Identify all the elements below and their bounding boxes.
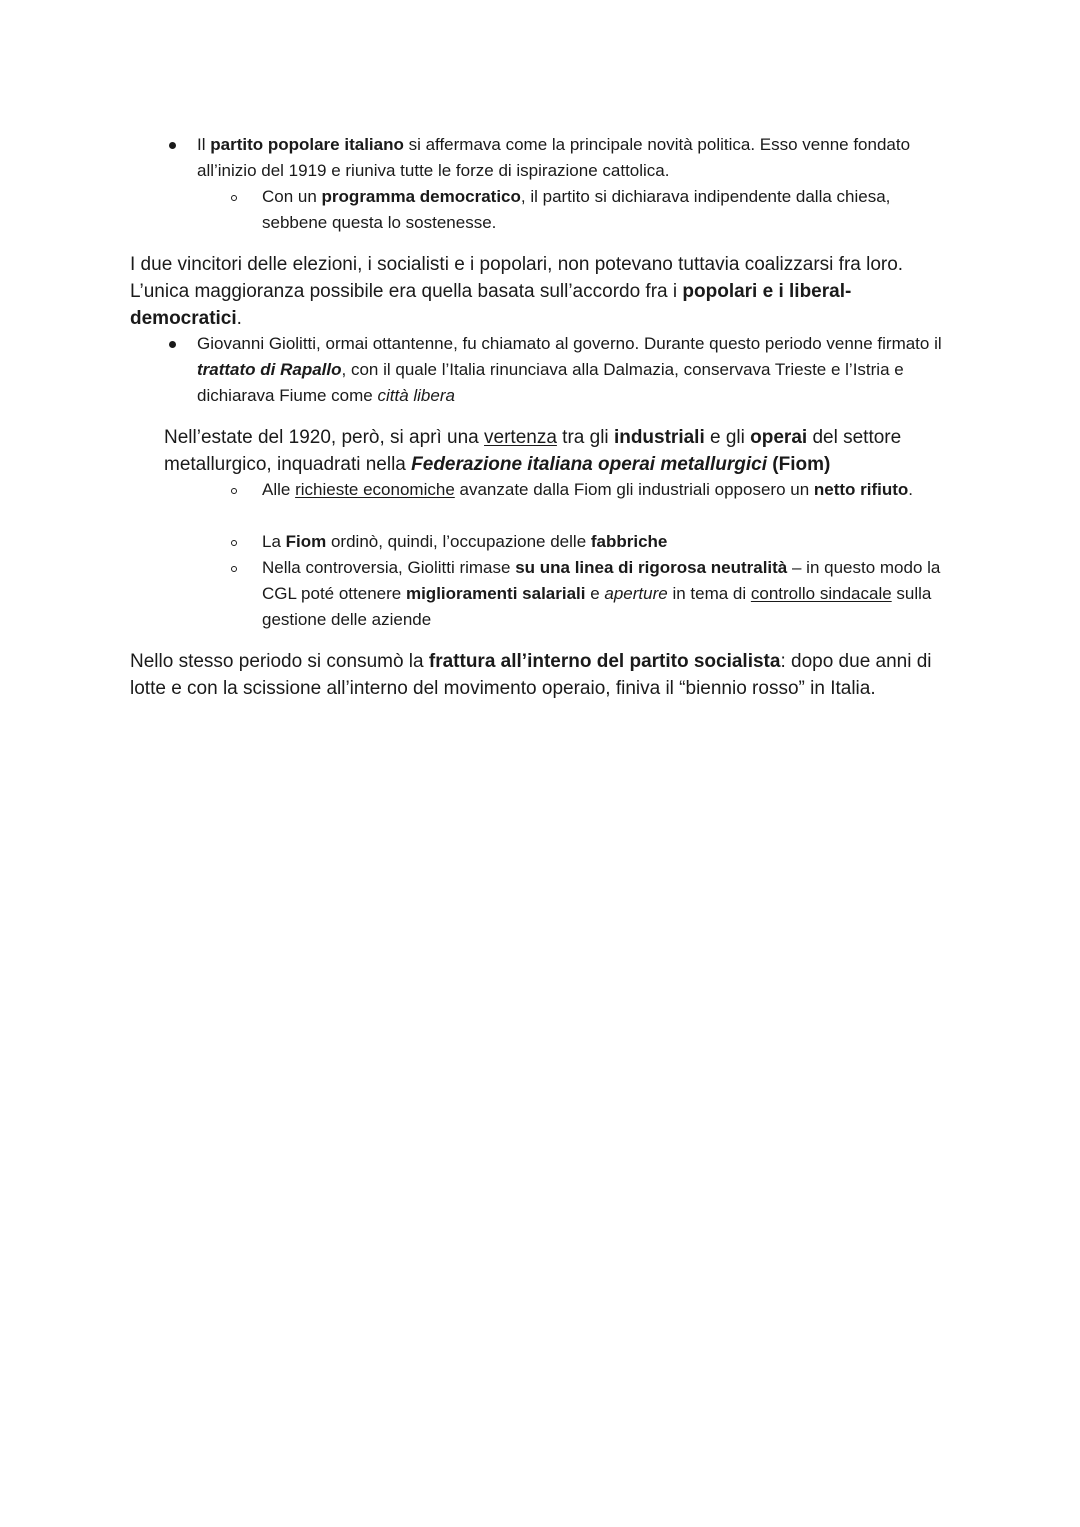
bold-term: frattura all’interno del partito socialista	[428, 651, 781, 672]
subbullet-richieste-economiche	[262, 477, 922, 503]
text-run: – in questo modo la CGL poté ottenere	[262, 558, 941, 603]
bold-italic-term: trattato di Rapallo	[197, 360, 342, 379]
text-run: La	[262, 532, 286, 551]
paragraph-vincitori-elezioni	[130, 251, 930, 332]
text-run: .	[236, 308, 242, 329]
text-run: , il partito si dichiarava indipendente dalla chiesa, sebbene questa lo sostenesse.	[262, 187, 891, 232]
bullet-circle-icon	[231, 540, 237, 546]
bold-italic-term: Federazione italiana operai metallurgici	[411, 454, 767, 475]
bullet-partito-popolare	[197, 132, 937, 184]
bold-term: partito popolare italiano	[210, 135, 404, 154]
bullet-dot-icon	[169, 341, 176, 348]
text-run: Nell’estate del 1920, però, si aprì una	[164, 427, 485, 448]
paragraph-frattura-socialista	[130, 648, 950, 702]
bold-term: fabbriche	[590, 532, 668, 551]
text-run: del settore metallurgico, inquadrati nella	[164, 427, 902, 475]
text-run: tra gli	[556, 427, 614, 448]
italic-term: città libera	[377, 386, 455, 405]
text-run: e gli	[704, 427, 751, 448]
text-run: : dopo due anni di lotte e con la scissione all’interno del movimento operaio, finiva il “biennio rosso” in Italia.	[130, 651, 932, 699]
bold-term: su una linea di rigorosa neutralità	[515, 558, 788, 577]
bold-term: operai	[750, 427, 808, 448]
bold-term: Fiom	[285, 532, 327, 551]
text-run: e	[585, 584, 605, 603]
bold-term: industriali	[613, 427, 705, 448]
bullet-giolitti-rapallo	[197, 331, 957, 409]
bold-term: programma democratico	[321, 187, 521, 206]
bold-term: popolari e i liberal-democratici	[130, 281, 852, 329]
text-run: I due vincitori delle elezioni, i socialisti e i popolari, non potevano tuttavia coalizzarsi fra loro. L’unica maggioranza possibile era quella basata sull’accordo fra i	[130, 254, 904, 302]
text-run: avanzate dalla Fiom gli industriali opposero un	[454, 480, 814, 499]
text-run: Giovanni Giolitti, ormai ottantenne, fu chiamato al governo. Durante questo periodo venne firmato il	[197, 334, 942, 353]
italic-term: aperture	[604, 584, 668, 603]
subbullet-programma-democratico	[262, 184, 952, 236]
bold-term: (Fiom)	[772, 454, 831, 475]
underlined-term: vertenza	[484, 427, 557, 448]
bold-term: netto rifiuto	[813, 480, 909, 499]
paragraph-vertenza-fiom	[164, 424, 944, 478]
bullet-circle-icon	[231, 195, 237, 201]
text-run: Alle	[262, 480, 296, 499]
bullet-dot-icon	[169, 142, 176, 149]
text-run: Il	[197, 135, 211, 154]
bullet-circle-icon	[231, 566, 237, 572]
text-run: sulla gestione delle aziende	[262, 584, 932, 629]
bullet-circle-icon	[231, 488, 237, 494]
text-run: in tema di	[667, 584, 751, 603]
text-run: Con un	[262, 187, 322, 206]
text-run: , con il quale l’Italia rinunciava alla Dalmazia, conservava Trieste e l’Istria e dichiarava Fiume come	[197, 360, 904, 405]
text-run: si affermava come la principale novità politica. Esso venne fondato all’inizio del 1919 e riuniva tutte le forze di ispirazione cattolica.	[197, 135, 911, 180]
underlined-term: richieste economiche	[295, 480, 455, 499]
text-run: .	[908, 480, 914, 499]
text-run: Nello stesso periodo si consumò la	[130, 651, 429, 672]
bold-term: miglioramenti salariali	[405, 584, 586, 603]
text-run: ordinò, quindi, l’occupazione delle	[326, 532, 591, 551]
text-run: Nella controversia, Giolitti rimase	[262, 558, 516, 577]
underlined-term: controllo sindacale	[750, 584, 892, 603]
subbullet-occupazione-fabbriche	[262, 529, 942, 555]
subbullet-neutralita-giolitti	[262, 555, 942, 633]
